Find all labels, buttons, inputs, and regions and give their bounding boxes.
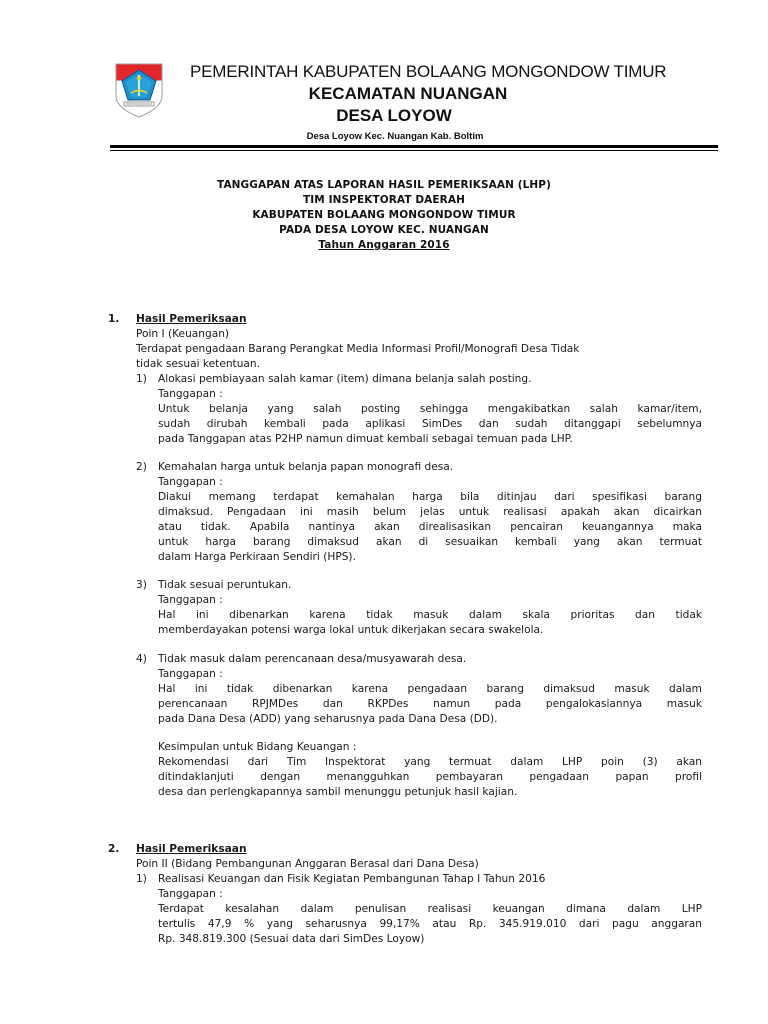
conclusion-line: ditindaklanjuti dengan menangguhkan pembayaran pengadaan papan profil xyxy=(158,771,702,783)
response-line: perencanaan RPJMDes dan RKPDes namun pada pengalokasiannya masuk xyxy=(158,698,702,710)
response-line: dalam Harga Perkiraan Sendiri (HPS). xyxy=(158,551,356,563)
conclusion-line: desa dan perlengkapannya sambil menunggu petunjuk hasil kajian. xyxy=(158,786,518,798)
section-poin: Poin I (Keuangan) xyxy=(136,328,230,340)
letterhead-government-name: PEMERINTAH KABUPATEN BOLAANG MONGONDOW TIMUR xyxy=(190,62,667,81)
letterhead-divider-thick xyxy=(110,145,718,148)
response-line: Terdapat kesalahan dalam penulisan realisasi keuangan dimana dalam LHP xyxy=(158,903,702,915)
section-poin: Poin II (Bidang Pembangunan Anggaran Berasal dari Dana Desa) xyxy=(136,858,479,870)
response-text xyxy=(158,902,702,947)
item-number: 1) xyxy=(136,873,147,885)
response-line: Diakui memang terdapat kemahalan harga bila ditinjau dari spesifikasi barang xyxy=(158,491,702,503)
document-title xyxy=(0,178,768,253)
conclusion-text xyxy=(158,755,702,800)
response-line: pada Dana Desa (ADD) yang seharusnya pada Dana Desa (DD). xyxy=(158,713,498,725)
section-heading: Hasil Pemeriksaan xyxy=(136,313,247,325)
response-line: pada Tanggapan atas P2HP namun dimuat kembali sebagai temuan pada LHP. xyxy=(158,433,573,445)
response-line: untuk harga barang dimaksud akan di sesuaikan kembali yang akan termuat xyxy=(158,536,702,548)
section-number: 1. xyxy=(108,313,120,325)
finding-line-2: tidak sesuai ketentuan. xyxy=(136,358,260,370)
finding-line-1: Terdapat pengadaan Barang Perangkat Media Informasi Profil/Monografi Desa Tidak xyxy=(136,343,580,355)
response-label: Tanggapan : xyxy=(158,388,223,400)
conclusion-label: Kesimpulan untuk Bidang Keuangan : xyxy=(158,741,357,753)
response-line: memberdayakan potensi warga lokal untuk dikerjakan secara swakelola. xyxy=(158,624,544,636)
response-line: atau tidak. Apabila nantinya akan direalisasikan pencairan keuangannya maka xyxy=(158,521,702,533)
letterhead-village: DESA LOYOW xyxy=(336,106,452,125)
item-number: 3) xyxy=(136,579,147,591)
item-number: 4) xyxy=(136,653,147,665)
title-line-1: TANGGAPAN ATAS LAPORAN HASIL PEMERIKSAAN (LHP) xyxy=(217,179,551,191)
item-text: Realisasi Keuangan dan Fisik Kegiatan Pembangunan Tahap I Tahun 2016 xyxy=(158,873,546,885)
response-label: Tanggapan : xyxy=(158,888,223,900)
response-line: Hal ini tidak dibenarkan karena pengadaan barang dimaksud masuk dalam xyxy=(158,683,702,695)
response-line: dimaksud. Pengadaan ini masih belum jelas untuk realisasi apakah akan dicairkan xyxy=(158,506,702,518)
item-text: Alokasi pembiayaan salah kamar (item) dimana belanja salah posting. xyxy=(158,373,532,385)
response-text xyxy=(158,608,702,638)
letterhead-district: KECAMATAN NUANGAN xyxy=(308,84,508,103)
response-label: Tanggapan : xyxy=(158,668,223,680)
letterhead-divider-thin xyxy=(110,150,718,151)
section-number: 2. xyxy=(108,843,120,855)
item-text: Tidak sesuai peruntukan. xyxy=(158,579,292,591)
item-number: 2) xyxy=(136,461,147,473)
item-text: Kemahalan harga untuk belanja papan monografi desa. xyxy=(158,461,454,473)
response-line: Hal ini dibenarkan karena tidak masuk dalam skala prioritas dan tidak xyxy=(158,609,702,621)
item-number: 1) xyxy=(136,373,147,385)
conclusion-line: Rekomendasi dari Tim Inspektorat yang termuat dalam LHP poin (3) akan xyxy=(158,756,702,768)
response-label: Tanggapan : xyxy=(158,594,223,606)
response-line: sudah dirubah kembali pada aplikasi SimDes dan sudah ditanggapi sebelumnya xyxy=(158,418,702,430)
title-line-3: KABUPATEN BOLAANG MONGONDOW TIMUR xyxy=(252,209,516,221)
response-text xyxy=(158,682,702,727)
title-line-4: PADA DESA LOYOW KEC. NUANGAN xyxy=(279,224,489,236)
response-line: Untuk belanja yang salah posting sehingga mengakibatkan salah kamar/item, xyxy=(158,403,702,415)
response-line: tertulis 47,9 % yang seharusnya 99,17% atau Rp. 345.919.010 dari pagu anggaran xyxy=(158,918,702,930)
response-text xyxy=(158,402,702,447)
section-heading: Hasil Pemeriksaan xyxy=(136,843,247,855)
response-text xyxy=(158,490,702,565)
title-line-2: TIM INSPEKTORAT DAERAH xyxy=(303,194,465,206)
title-fiscal-year: Tahun Anggaran 2016 xyxy=(318,239,450,251)
letterhead-address: Desa Loyow Kec. Nuangan Kab. Boltim xyxy=(306,131,484,142)
response-line: Rp. 348.819.300 (Sesuai data dari SimDes Loyow) xyxy=(158,933,425,945)
response-label: Tanggapan : xyxy=(158,476,223,488)
item-text: Tidak masuk dalam perencanaan desa/musyawarah desa. xyxy=(158,653,467,665)
